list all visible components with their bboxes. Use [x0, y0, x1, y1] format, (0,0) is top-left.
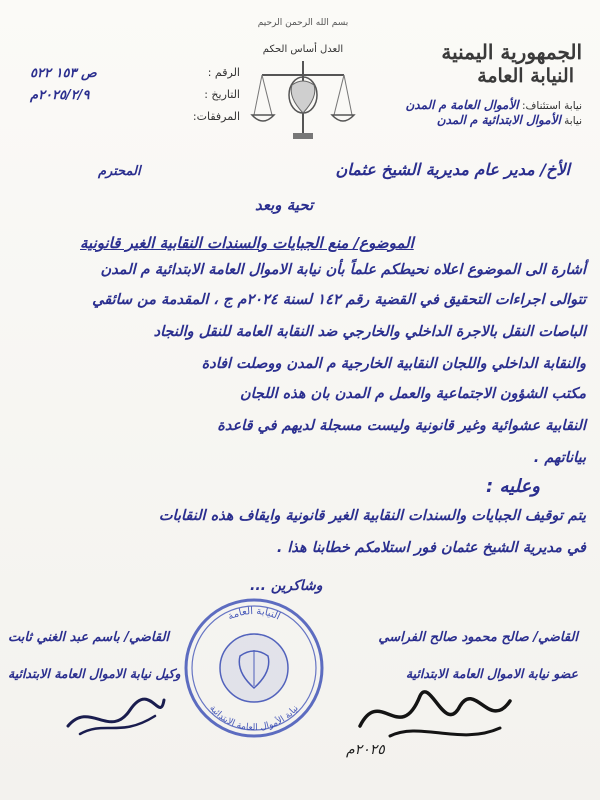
attachments-row — [30, 110, 240, 132]
ref-number-row — [30, 66, 240, 88]
appeal-line — [382, 98, 582, 113]
prosecution-title: النيابة العامة — [477, 65, 574, 87]
ref-number-label: الرقم : — [207, 66, 240, 79]
stamp-bottom-text: نيابة الأموال العامة الابتدائية — [207, 703, 301, 734]
office-label: نيابة — [564, 115, 582, 127]
appeal-value: الأموال العامة م المدن — [405, 98, 519, 112]
date-value: ٢٠٢٥/٢/٩م — [30, 88, 90, 103]
ref-number-value: ص ١٥٣ ٥٢٢ — [30, 66, 97, 81]
paragraph-line: والنقابة الداخلي واللجان النقابية الخارجية م المدن ووصلت افادة — [201, 356, 586, 372]
paragraph-line: مكتب الشؤون الاجتماعية والعمل م المدن بان هذه اللجان — [239, 386, 586, 402]
svg-text:النيابة العامة — [226, 606, 282, 623]
paragraph-line: الباصات النقل بالاجرة الداخلي والخارجي ضد النقابة العامة للنقل والنجاد — [153, 324, 586, 340]
greeting: تحية وبعد — [255, 196, 314, 214]
addressee: الأخ/ مدير عام مديرية الشيخ عثمان — [335, 160, 570, 179]
letterhead-emblem — [248, 18, 358, 138]
republic-title: الجمهورية اليمنية — [441, 40, 582, 64]
basmala: بسم الله الرحمن الرحيم — [257, 18, 349, 28]
emblem-motto: العدل أساس الحكم — [262, 44, 344, 55]
date-label: التاريخ : — [204, 88, 240, 101]
signatory-left-name: القاضي/ باسم عبد الغني ثابت — [8, 630, 170, 645]
paragraph-line: أشارة الى الموضوع اعلاه نحيطكم علماً بأن نيابة الاموال العامة الابتدائية م المدن — [100, 262, 586, 278]
signature-date: ٢٠٢٥م — [346, 742, 385, 758]
paragraph-line: تتوالى اجراءات التحقيق في القضية رقم ١٤٢ لسنة ٢٠٢٤م ج ، المقدمة من سائقي — [92, 292, 586, 308]
signatory-right-name: القاضي/ صالح محمود صالح الفراسي — [378, 630, 578, 645]
honorific: المحترم — [98, 164, 141, 179]
signatory-right-title: عضو نيابة الاموال العامة الابتدائية — [405, 666, 578, 681]
order-line: في مديرية الشيخ عثمان فور استلامكم خطابنا هذا . — [276, 540, 586, 556]
letterhead-right — [382, 40, 582, 128]
paragraph-line: النقابية عشوائية وغير قانونية وليست مسجلة لديهم في قاعدة — [217, 418, 586, 434]
appeal-label: نيابة استئناف: — [521, 100, 582, 112]
subject-line: الموضوع/ منع الجبايات والسندات النقابية الغير قانونية — [80, 234, 414, 252]
signature-left-icon — [60, 680, 170, 750]
signatory-left-title: وكيل نيابة الاموال العامة الابتدائية — [8, 666, 181, 681]
order-line: يتم توقيف الجبايات والسندات النقابية الغير قانونية وايقاف هذه النقابات — [158, 508, 586, 524]
date-row — [30, 88, 240, 110]
letterhead-left — [30, 66, 240, 132]
scales-of-justice-icon — [248, 55, 358, 145]
stamp-top-text: النيابة العامة — [226, 605, 282, 623]
attachments-label: المرفقات: — [192, 110, 240, 123]
office-value: الأموال الابتدائية م المدن — [436, 113, 561, 127]
therefore-heading: وعليه : — [486, 476, 540, 497]
office-line — [382, 113, 582, 128]
official-stamp — [180, 596, 328, 740]
paragraph-line: بياناتهم . — [533, 450, 586, 466]
closing-thanks: وشاكرين ... — [250, 578, 323, 594]
